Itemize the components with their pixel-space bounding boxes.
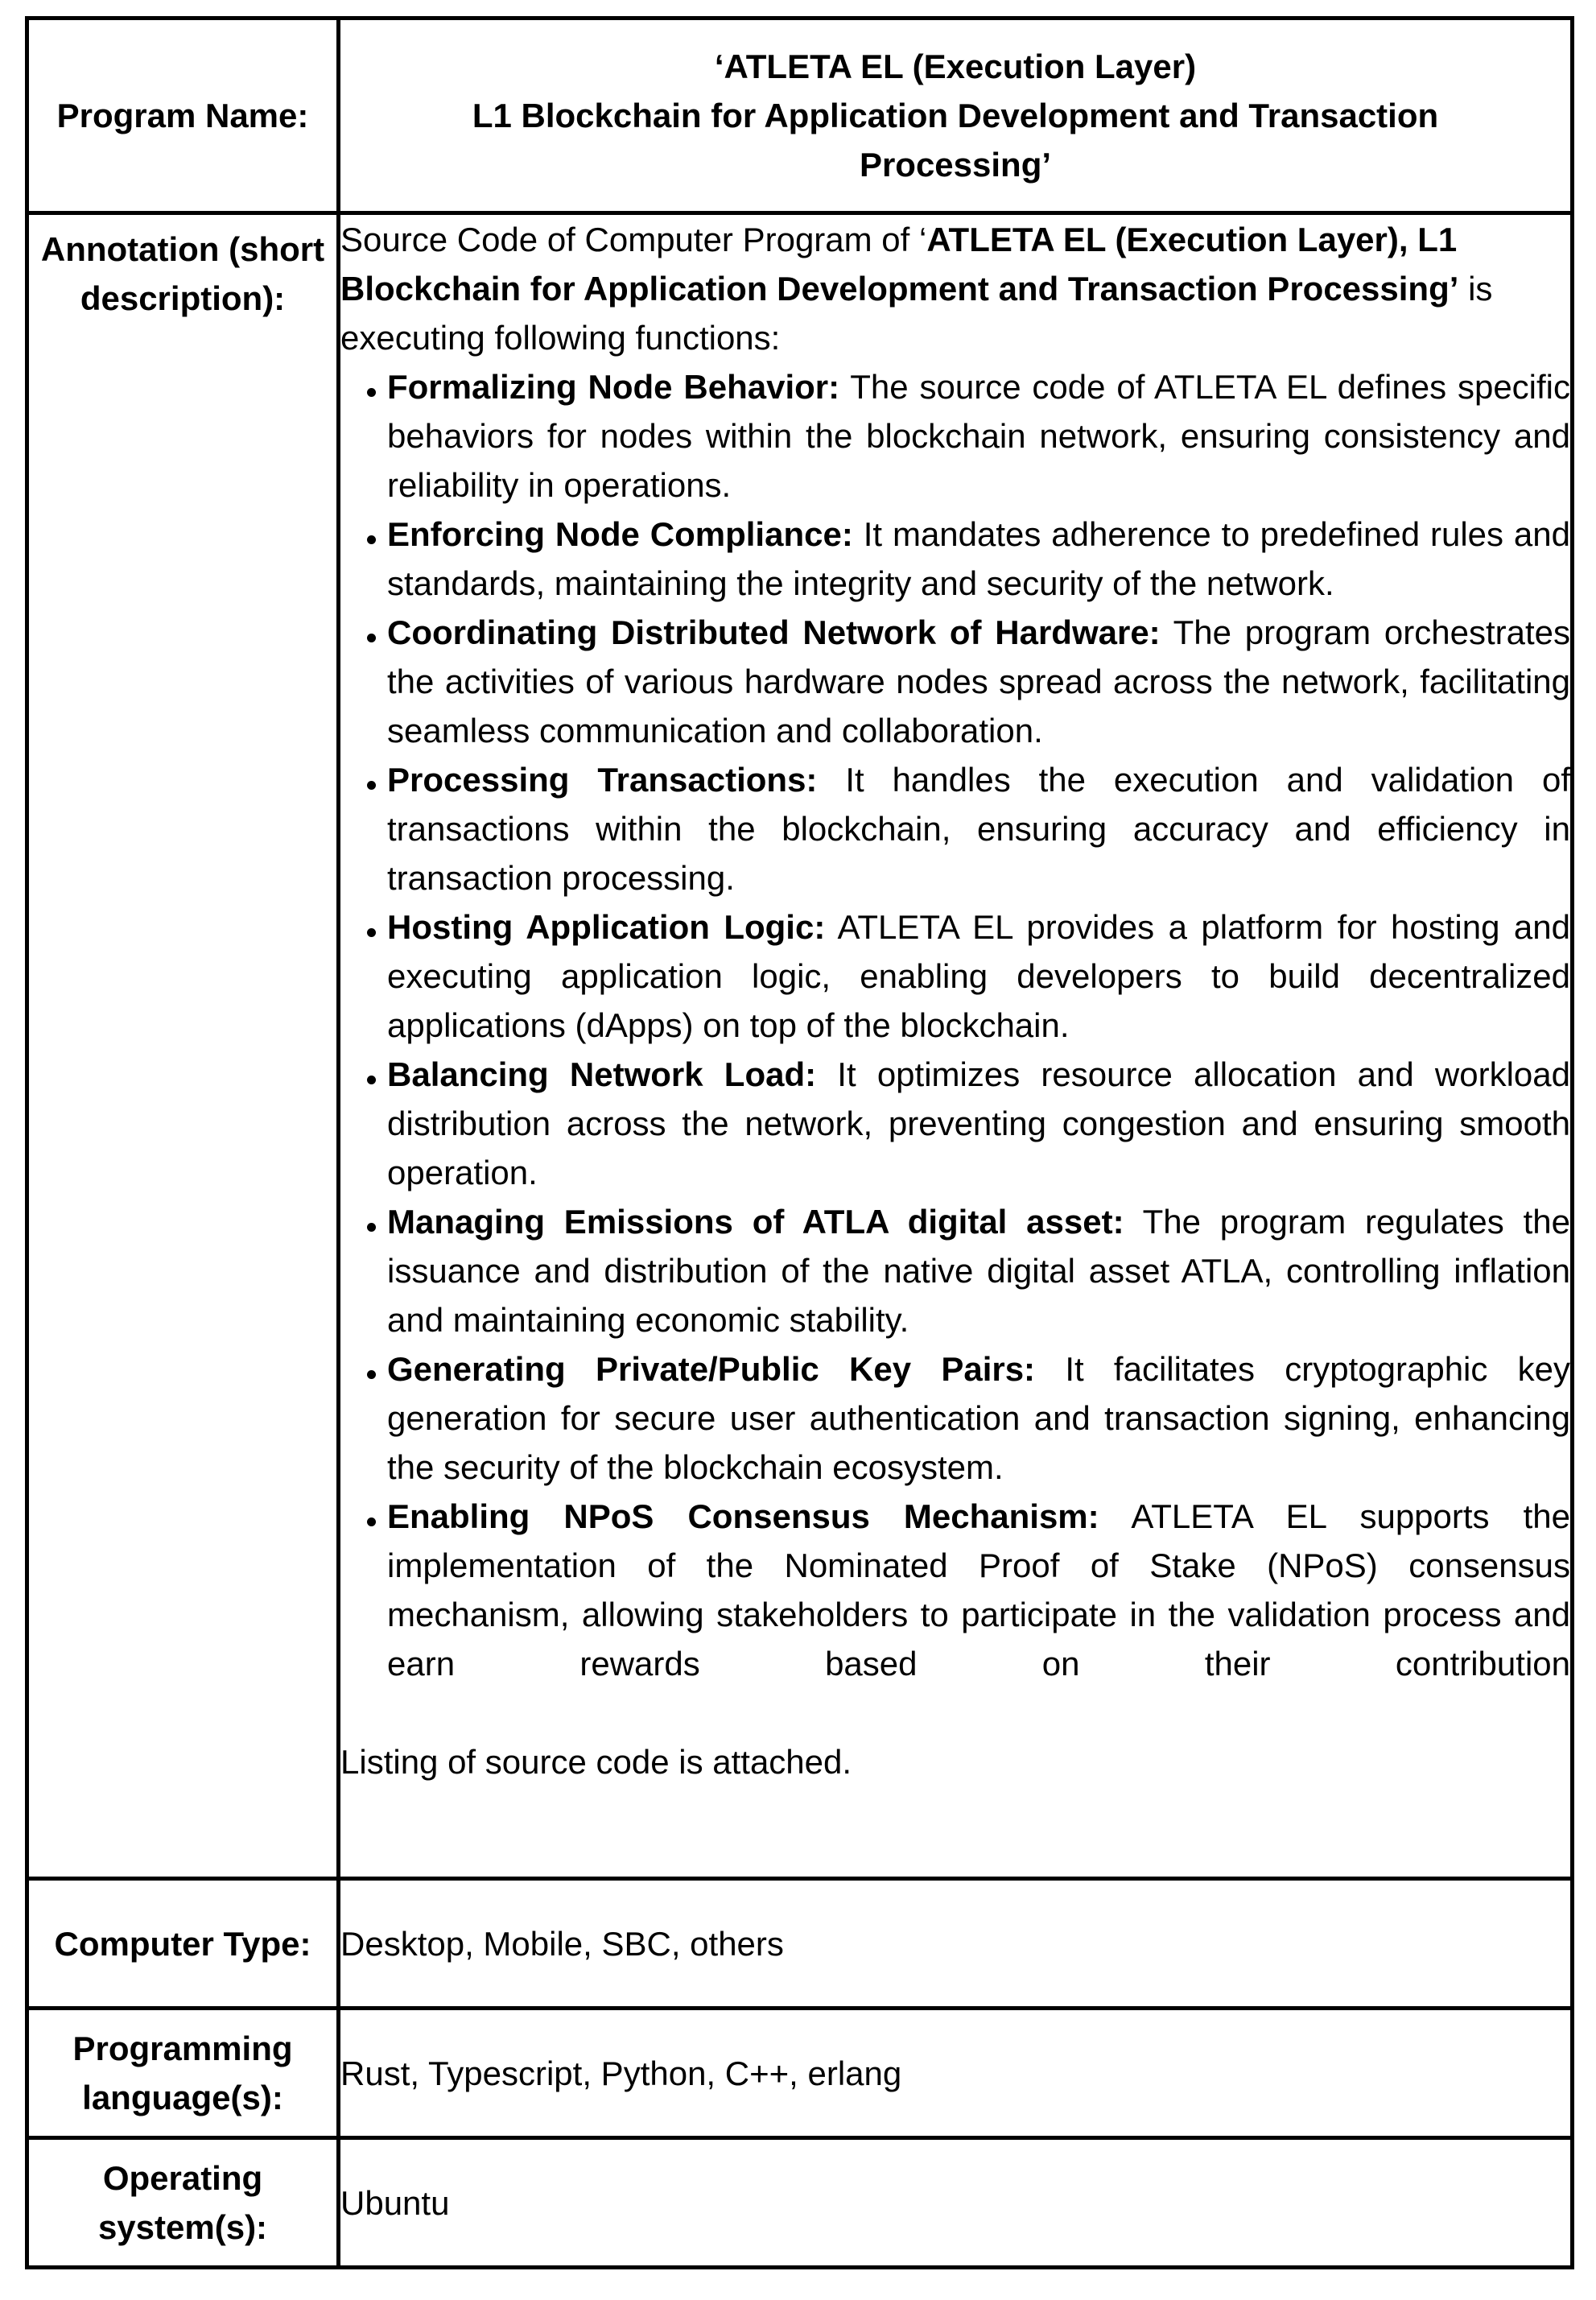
list-item [387,510,1570,608]
programming-languages-label: Programming language(s): [27,2009,339,2138]
bullet-title: Enforcing Node Compliance: [387,515,853,553]
intro-program-name: ATLETA EL (Execution Layer), L1 Blockchain for Application Development and Transaction Processing’ [340,221,1459,308]
bullet-text: It optimizes resource allocation and workload distribution across the network, preventing congestion and ensuring smooth operation. [387,1055,1570,1191]
bullet-text: ATLETA EL provides a platform for hosting and executing application logic, enabling developers to build decentralized applications (dApps) on top of the blockchain. [387,908,1571,1044]
program-info-table [25,16,1574,2269]
list-item [387,755,1570,902]
bullet-title: Generating Private/Public Key Pairs: [387,1350,1036,1388]
list-item [387,608,1570,755]
bullet-title: Processing Transactions: [387,761,818,799]
programming-languages-value: Rust, Typescript, Python, C++, erlang [339,2009,1573,2138]
list-item [387,362,1570,510]
computer-type-label: Computer Type: [27,1879,339,2009]
title-line-1: ‘ATLETA EL (Execution Layer) [714,47,1197,85]
list-item [387,1344,1570,1492]
bullet-text: The source code of ATLETA EL defines specific behaviors for nodes within the blockchain network, ensuring consistency and reliability in operations. [387,368,1571,504]
intro-suffix: is executing following functions: [340,270,1493,357]
bullet-text: It mandates adherence to predefined rules and standards, maintaining the integrity and security of the network. [387,515,1570,602]
bullet-text: It handles the execution and validation of transactions within the blockchain, ensuring accuracy and efficiency in transaction processing. [387,761,1570,897]
intro-prefix: Source Code of Computer Program of ‘ [340,221,927,258]
operating-systems-row [27,2138,1573,2268]
function-list [340,362,1570,1688]
bullet-title: Coordinating Distributed Network of Hardware: [387,613,1161,651]
bullet-title: Balancing Network Load: [387,1055,817,1093]
operating-systems-label: Operating system(s): [27,2138,339,2268]
annotation-row [27,213,1573,1879]
list-item [387,1492,1570,1688]
list-item [387,1197,1570,1344]
annotation-footer: Listing of source code is attached. [340,1743,852,1781]
bullet-text: The program orchestrates the activities of various hardware nodes spread across the network, facilitating seamless communication and collaboration. [387,613,1570,749]
program-name-row [27,19,1573,213]
programming-languages-row [27,2009,1573,2138]
annotation-label: Annotation (short description): [27,213,339,1879]
program-name-title [339,19,1573,213]
list-item [387,902,1570,1050]
annotation-intro [340,215,1570,362]
bullet-text: ATLETA EL supports the implementation of the Nominated Proof of Stake (NPoS) consensus mechanism, allowing stakeholders to participate in the validation process and earn rewards based on their contribution [387,1497,1570,1683]
list-item [387,1050,1570,1197]
bullet-title: Formalizing Node Behavior: [387,368,840,406]
title-line-2: L1 Blockchain for Application Development and Transaction [472,97,1439,134]
bullet-text: It facilitates cryptographic key generation for secure user authentication and transaction signing, enhancing the security of the blockchain ecosystem. [387,1350,1570,1486]
bullet-title: Hosting Application Logic: [387,908,826,946]
title-line-3: Processing’ [859,146,1052,184]
bullet-title: Managing Emissions of ATLA digital asset: [387,1203,1124,1241]
bullet-text: The program regulates the issuance and distribution of the native digital asset ATLA, controlling inflation and maintaining economic stability. [387,1203,1570,1339]
computer-type-row [27,1879,1573,2009]
bullet-title: Enabling NPoS Consensus Mechanism: [387,1497,1099,1535]
program-name-label: Program Name: [27,19,339,213]
operating-systems-value: Ubuntu [339,2138,1573,2268]
spacer [340,1688,1570,1737]
annotation-content [339,213,1573,1879]
computer-type-value: Desktop, Mobile, SBC, others [339,1879,1573,2009]
